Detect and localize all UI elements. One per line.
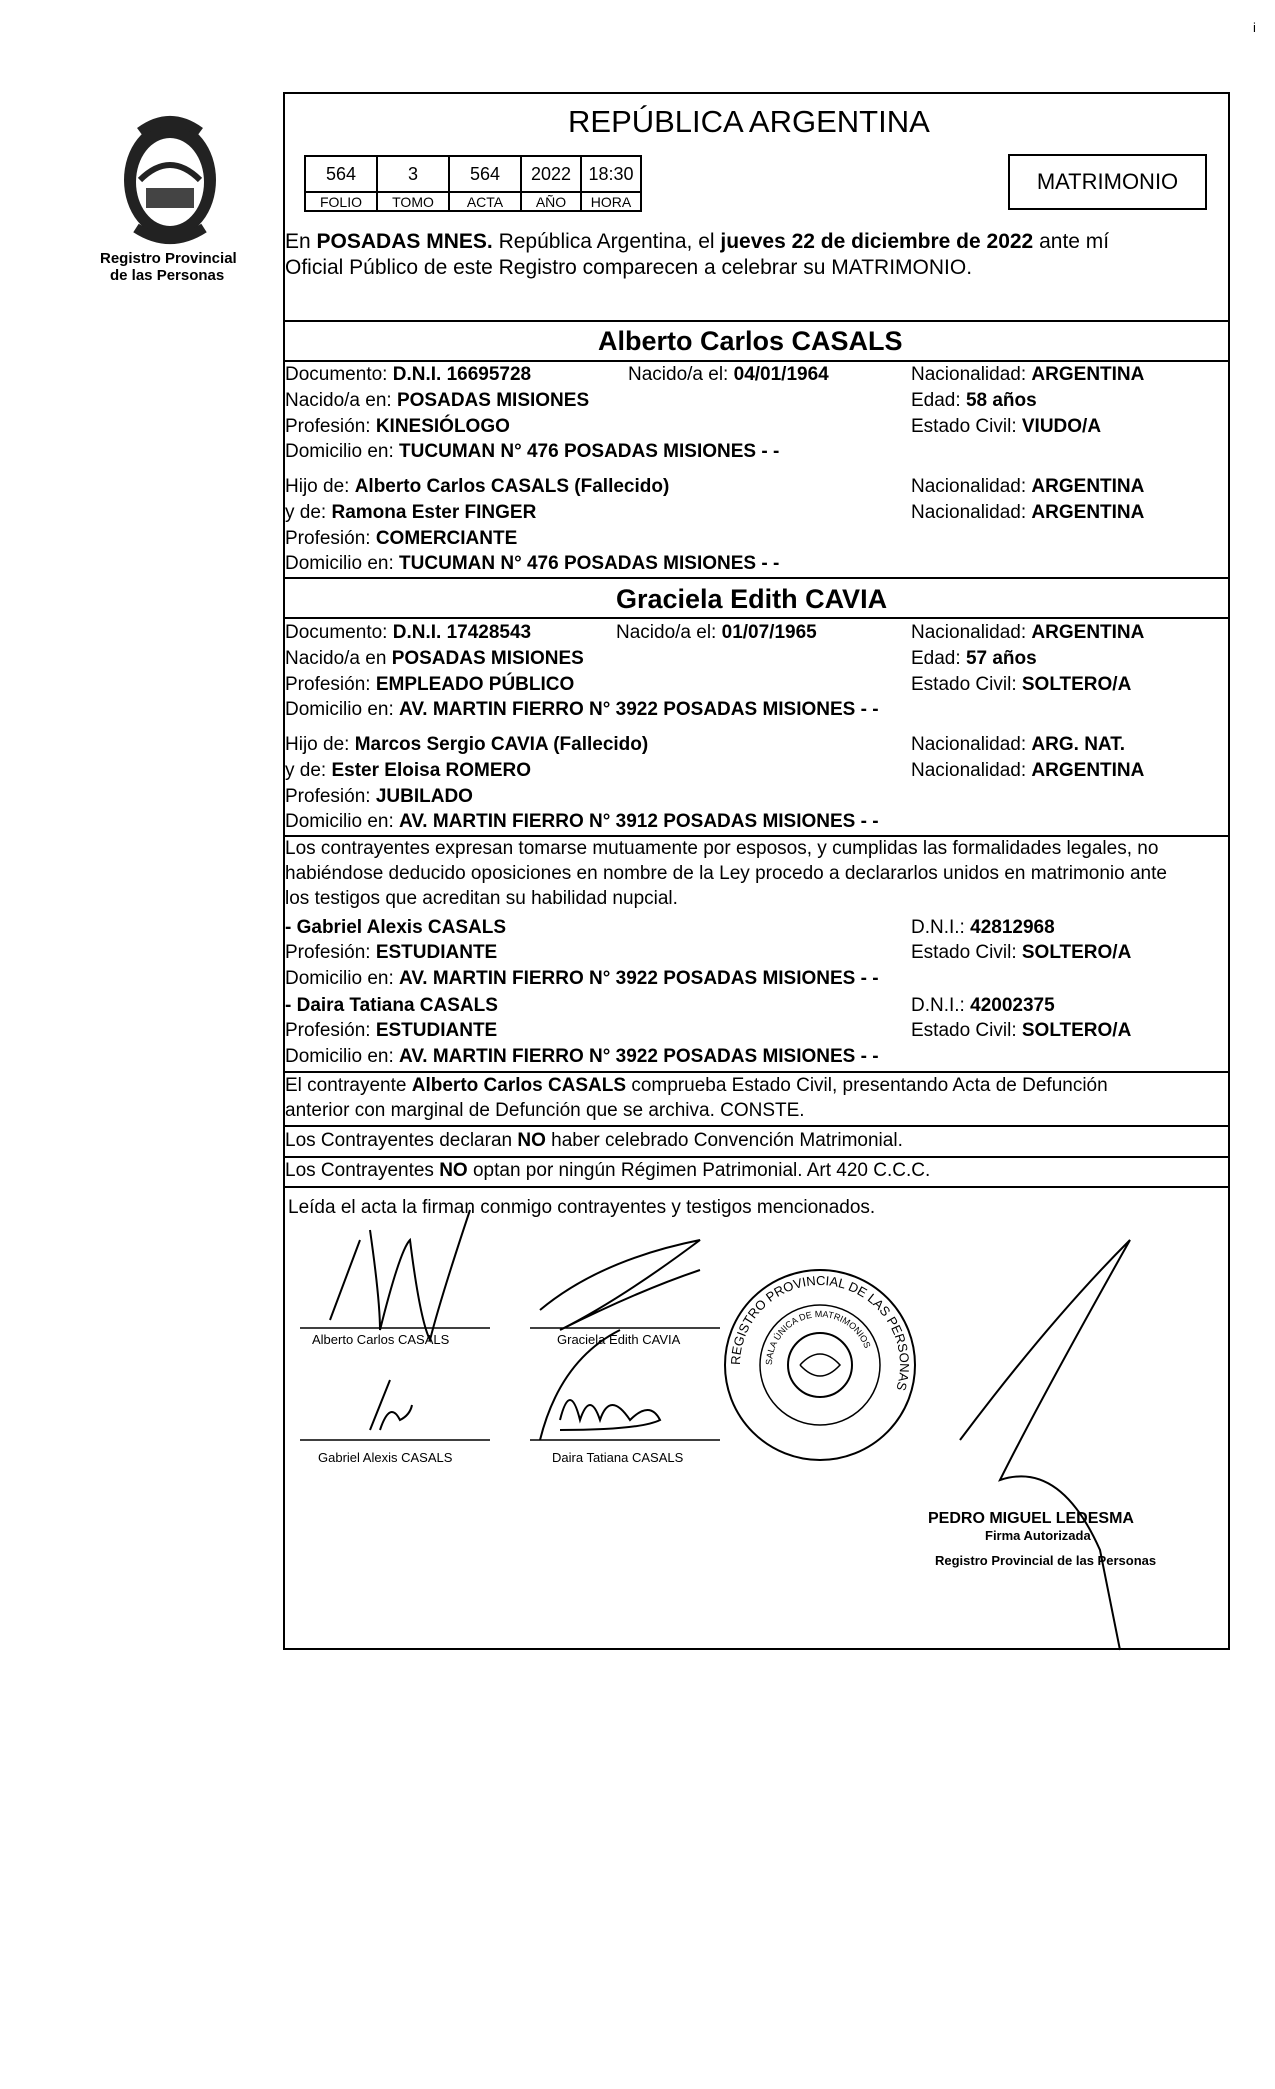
spouse1-name: Alberto Carlos CASALS — [598, 326, 903, 356]
value: Alberto Carlos CASALS (Fallecido) — [354, 476, 670, 497]
value: SOLTERO/A — [1021, 674, 1132, 695]
value: AV. MARTIN FIERRO N° 3922 POSADAS MISIONES - - — [399, 1046, 879, 1067]
label: Profesión: — [285, 528, 376, 549]
text: haber celebrado Convención Matrimonial. — [545, 1130, 903, 1151]
text: optan por ningún Régimen Patrimonial. Art 420 C.C.C. — [467, 1160, 931, 1181]
hour-label: HORA — [581, 192, 641, 211]
label: Domicilio en: — [285, 1046, 400, 1067]
value: TUCUMAN N° 476 POSADAS MISIONES - - — [399, 441, 780, 462]
certificate-type: MATRIMONIO — [1008, 154, 1207, 210]
label: Nacionalidad: — [911, 476, 1032, 497]
value: VIUDO/A — [1021, 416, 1102, 437]
label: y de: — [285, 760, 332, 781]
label: Domicilio en: — [285, 441, 400, 462]
label: Hijo de: — [285, 476, 355, 497]
value: ARGENTINA — [1031, 502, 1145, 523]
intro-p2: República Argentina, el — [492, 230, 721, 253]
logo-caption-line1: Registro Provincial — [100, 250, 237, 267]
value: JUBILADO — [375, 786, 473, 807]
intro-p1: En — [285, 230, 317, 253]
value: SOLTERO/A — [1021, 1020, 1132, 1041]
value: SOLTERO/A — [1021, 942, 1132, 963]
value: 42002375 — [970, 995, 1055, 1016]
acta-label: ACTA — [449, 192, 521, 211]
signature-label-daira: Daira Tatiana CASALS — [552, 1450, 684, 1465]
stamp-outer-text: REGISTRO PROVINCIAL DE LAS PERSONAS — [727, 1272, 913, 1393]
year-value: 2022 — [521, 156, 581, 192]
value: 42812968 — [970, 917, 1055, 938]
folio-label: FOLIO — [305, 192, 377, 211]
label: Estado Civil: — [911, 1020, 1022, 1041]
label: Nacido/a en — [285, 648, 392, 669]
label: Nacionalidad: — [911, 760, 1032, 781]
label: Nacido/a el: — [616, 622, 722, 643]
label: D.N.I.: — [911, 995, 971, 1016]
text: Los Contrayentes declaran — [285, 1130, 518, 1151]
acta-value: 564 — [449, 156, 521, 192]
emphasis: NO — [517, 1130, 546, 1151]
value: COMERCIANTE — [375, 528, 518, 549]
value: Marcos Sergio CAVIA (Fallecido) — [354, 734, 649, 755]
official-org: Registro Provincial de las Personas — [935, 1553, 1157, 1568]
emphasis: NO — [439, 1160, 468, 1181]
label: Estado Civil: — [911, 416, 1022, 437]
declaration-line3: los testigos que acreditan su habilidad nupcial. — [285, 888, 678, 909]
label: Hijo de: — [285, 734, 355, 755]
spouse2-name: Graciela Edith CAVIA — [616, 584, 888, 614]
intro-p3: ante mí — [1033, 230, 1110, 253]
label: Profesión: — [285, 416, 376, 437]
label: Estado Civil: — [911, 942, 1022, 963]
value: ARG. NAT. — [1031, 734, 1126, 755]
value: KINESIÓLOGO — [375, 416, 510, 437]
value: ARGENTINA — [1031, 476, 1145, 497]
folio-value: 564 — [305, 156, 377, 192]
value: POSADAS MISIONES — [396, 390, 590, 411]
signature-label-gabriel: Gabriel Alexis CASALS — [318, 1450, 453, 1465]
value: ARGENTINA — [1031, 364, 1145, 385]
label: Edad: — [911, 648, 966, 669]
value: 04/01/1964 — [733, 364, 829, 385]
note-name: Alberto Carlos CASALS — [411, 1075, 627, 1096]
label: Profesión: — [285, 786, 376, 807]
label: Estado Civil: — [911, 674, 1022, 695]
label: Nacido/a el: — [628, 364, 734, 385]
value: Ester Eloisa ROMERO — [331, 760, 532, 781]
value: D.N.I. 17428543 — [392, 622, 532, 643]
label: Edad: — [911, 390, 966, 411]
value: AV. MARTIN FIERRO N° 3922 POSADAS MISIONES - - — [399, 968, 879, 989]
logo-caption-line2: de las Personas — [110, 267, 225, 284]
label: Domicilio en: — [285, 553, 400, 574]
value: ESTUDIANTE — [375, 942, 498, 963]
year-label: AÑO — [521, 192, 581, 211]
label: Nacido/a en: — [285, 390, 397, 411]
value: POSADAS MISIONES — [391, 648, 584, 669]
intro-date: jueves 22 de diciembre de 2022 — [720, 230, 1034, 253]
witness1-name: - Gabriel Alexis CASALS — [285, 917, 507, 938]
label: Domicilio en: — [285, 968, 400, 989]
label: Profesión: — [285, 1020, 376, 1041]
label: Documento: — [285, 364, 393, 385]
value: 01/07/1965 — [721, 622, 817, 643]
note-p1: El contrayente — [285, 1075, 412, 1096]
label: Documento: — [285, 622, 393, 643]
label: Profesión: — [285, 674, 376, 695]
label: Nacionalidad: — [911, 622, 1032, 643]
label: Profesión: — [285, 942, 376, 963]
label: Domicilio en: — [285, 699, 400, 720]
official-role: Firma Autorizada — [985, 1528, 1091, 1543]
label: D.N.I.: — [911, 917, 971, 938]
value: AV. MARTIN FIERRO N° 3922 POSADAS MISIONES - - — [399, 699, 879, 720]
registry-stamp — [720, 1265, 920, 1465]
signature-label-graciela: Graciela Edith CAVIA — [557, 1332, 681, 1347]
label: Nacionalidad: — [911, 502, 1032, 523]
value: ESTUDIANTE — [375, 1020, 498, 1041]
note-p2: comprueba Estado Civil, presentando Acta de Defunción — [626, 1075, 1108, 1096]
value: TUCUMAN N° 476 POSADAS MISIONES - - — [399, 553, 780, 574]
value: ARGENTINA — [1031, 760, 1145, 781]
value: Ramona Ester FINGER — [331, 502, 537, 523]
label: Nacionalidad: — [911, 734, 1032, 755]
label: Nacionalidad: — [911, 364, 1032, 385]
official-name: PEDRO MIGUEL LEDESMA — [928, 1510, 1134, 1527]
corner-mark: i — [1253, 20, 1256, 35]
stamp-inner-text: SALA ÚNICA DE MATRIMONIOS — [763, 1308, 873, 1366]
value: 57 años — [965, 648, 1037, 669]
country-title: REPÚBLICA ARGENTINA — [568, 104, 930, 139]
value: 58 años — [965, 390, 1037, 411]
value: EMPLEADO PÚBLICO — [375, 674, 575, 695]
intro-line2: Oficial Público de este Registro comparecen a celebrar su MATRIMONIO. — [285, 256, 973, 279]
declaration-line1: Los contrayentes expresan tomarse mutuamente por esposos, y cumplidas las formalidades legales, no — [285, 838, 1159, 859]
note-line2: anterior con marginal de Defunción que se archiva. CONSTE. — [285, 1100, 805, 1121]
hour-value: 18:30 — [581, 156, 641, 192]
read-line: Leída el acta la firman conmigo contrayentes y testigos mencionados. — [288, 1197, 876, 1218]
intro-city: POSADAS MNES. — [316, 230, 493, 253]
text: Los Contrayentes — [285, 1160, 440, 1181]
signature-label-alberto: Alberto Carlos CASALS — [312, 1332, 450, 1347]
label: y de: — [285, 502, 332, 523]
value: D.N.I. 16695728 — [392, 364, 532, 385]
witness2-name: - Daira Tatiana CASALS — [285, 995, 498, 1016]
tomo-value: 3 — [377, 156, 449, 192]
declaration-line2: habiéndose deducido oposiciones en nombre de la Ley procedo a declararlos unidos en matrimonio ante — [285, 863, 1167, 884]
value: ARGENTINA — [1031, 622, 1145, 643]
value: AV. MARTIN FIERRO N° 3912 POSADAS MISIONES - - — [399, 811, 879, 832]
label: Domicilio en: — [285, 811, 400, 832]
tomo-label: TOMO — [377, 192, 449, 211]
